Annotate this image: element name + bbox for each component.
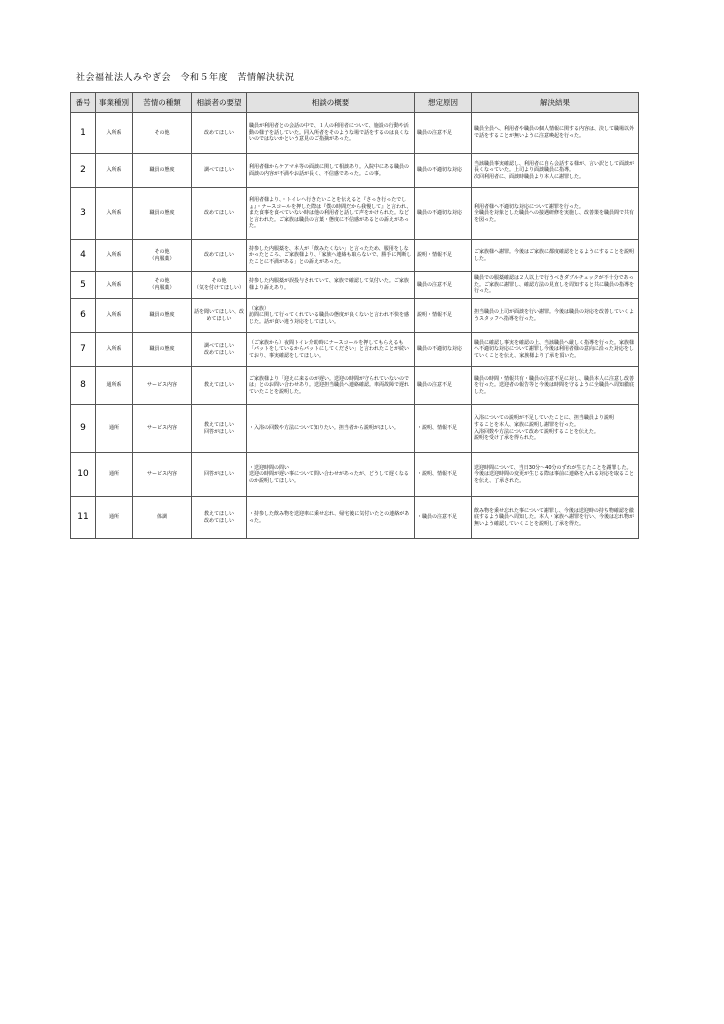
cell-result: 入浴についての説明が不足していたことに、担当職員より説明 することを本人、家族に説明し謝罪を行った。 入浴回数や方法について改めて説明することを伝えた。 説明を受け了承を得られた。 [472, 405, 639, 453]
cell-number: 8 [71, 367, 96, 405]
cell-result: 飲み物を乗せ忘れた事について謝罪し、今後は送迎時の持ち物確認を徹底するよう職員へ周知した。本人・家族へ謝罪を行い、今後は忘れ物が無いよう確認していくことを説明し了承を得た。 [472, 497, 639, 539]
cell-complaint-kind: その他 （内服薬） [133, 240, 192, 272]
cell-cause: 職員の注意不足 [415, 113, 472, 154]
cell-service-type: 入所系 [96, 333, 133, 367]
cell-service-type: 入所系 [96, 240, 133, 272]
cell-summary: 職員が利用者との会話の中で、１人の利用者について、施設の行動や活動の様子を話していた。同入所者をそのような場で話をするのは良くないのではないかという意見のご指摘があった。 [247, 113, 415, 154]
cell-cause: ・職員の注意不足 [415, 497, 472, 539]
cell-number: 4 [71, 240, 96, 272]
cell-number: 11 [71, 497, 96, 539]
cell-cause: 説明・情報不足 [415, 240, 472, 272]
cell-number: 3 [71, 188, 96, 240]
cell-summary: ・送迎時間の問い 送迎の時間が遅い事について問い合わせがあったが、どうして遅くなるのか説明してほしい。 [247, 453, 415, 497]
cell-complaint-kind: 職員の態度 [133, 333, 192, 367]
cell-cause: 職員の注意不足 [415, 272, 472, 299]
cell-service-type: 入所系 [96, 188, 133, 240]
cell-result: ご家族様へ謝罪。今後はご家族に都度確認をとるようにすることを説明した。 [472, 240, 639, 272]
cell-complaint-kind: サービス内容 [133, 453, 192, 497]
cell-complaint-kind: 職員の態度 [133, 188, 192, 240]
cell-summary: （ご家族から）夜間トイレ介助時にナースコールを押してもらえるも「パットをしているからパットにしてください」と言われたことが続いており、事実確認をしてほしい。 [247, 333, 415, 367]
cell-number: 1 [71, 113, 96, 154]
cell-result: 担当職員の上司が面談を行い謝罪。今後は職員の対応を改善していくようスタッフへ指導を行った。 [472, 299, 639, 333]
cell-number: 2 [71, 154, 96, 188]
table-row [71, 240, 639, 272]
cell-summary: ・持参した飲み物を送迎車に乗せ忘れ、帰宅後に気付いたとの連絡があった。 [247, 497, 415, 539]
cell-complaint-kind: 職員の態度 [133, 299, 192, 333]
table-row [71, 333, 639, 367]
cell-complaint-kind: その他 [133, 113, 192, 154]
cell-service-type: 通所 [96, 497, 133, 539]
cell-service-type: 入所系 [96, 113, 133, 154]
cell-summary: ・入浴の回数や方法について知りたい。担当者から説明がほしい。 [247, 405, 415, 453]
cell-cause: ・説明、情報不足 [415, 405, 472, 453]
cell-summary: ご家族様より「迎えに来るのが遅い。送迎の時間が守られていないのでは」とのお問い合わせあり。送迎担当職員へ連絡確認。車両故障で遅れていたことを説明した。 [247, 367, 415, 405]
cell-cause: 職員の不適切な対応 [415, 188, 472, 240]
cell-summary: 持参した内服薬が誤投与されていて、家族で確認して気付いた。ご家族様より訴えあり。 [247, 272, 415, 299]
header-complaint-kind: 苦情の種類 [133, 93, 192, 113]
cell-complaint-kind: 体調 [133, 497, 192, 539]
cell-number: 10 [71, 453, 96, 497]
cell-request: 話を聞いてほしい、改めてほしい [192, 299, 247, 333]
cell-service-type: 入所系 [96, 154, 133, 188]
cell-result: 職員全員へ、利用者や職員の個人情報に関する内容は、決して職場以外で話をすることが無いように注意喚起を行った。 [472, 113, 639, 154]
cell-request: 教えてほしい 回答がほしい [192, 405, 247, 453]
cell-request: 調べてほしい [192, 154, 247, 188]
cell-number: 5 [71, 272, 96, 299]
table-row [71, 367, 639, 405]
cell-service-type: 通所系 [96, 367, 133, 405]
cell-summary: 利用者様より、・トイレへ行きたいことを伝えると『さっき行ったでしょ』・ナースコールを押した際は『僕の時間だから我慢して』と言われ、また食事を食べていない時は他の利用者と話して声をかけられた。などと言われた。ご家族は職員の言葉・態度に不信感があるとの訴えがあった。 [247, 188, 415, 240]
cell-request: 回答がほしい [192, 453, 247, 497]
cell-request: 教えてほしい [192, 367, 247, 405]
cell-result: 職員の時間・情報共有・職員の注意不足に対し、職員本人に注意し改善を行った。送迎者の報告等と今後は時間を守るように全職員へ周知徹底した。 [472, 367, 639, 405]
table-row [71, 497, 639, 539]
cell-result: 利用者様へ不適切な対応について謝罪を行った。 全職員を対象とした職員への接遇研修を実施し、改善策を職員間で共有を図った。 [472, 188, 639, 240]
cell-summary: 利用者様からケアマネ等の面談に関して相談あり。入院中にある職員の面談の内容が不満やお話が長く、不信感であった。この事。 [247, 154, 415, 188]
complaints-table [70, 92, 639, 539]
table-body [71, 113, 639, 539]
cell-number: 9 [71, 405, 96, 453]
cell-request: 調べてほしい 改めてほしい [192, 333, 247, 367]
cell-result: 職員に確認し事実を確認の上、当該職員へ厳しく指導を行った。家族様へ不適切な対応について謝罪し今後は利用者様の意向に沿った対応をしていくことを伝え、家族様より了承を頂いた。 [472, 333, 639, 367]
cell-cause: 職員の注意不足 [415, 367, 472, 405]
header-cause: 想定原因 [415, 93, 472, 113]
document-title: 社会福祉法人みやぎ会 令和５年度 苦情解決状況 [76, 73, 295, 83]
cell-cause: 職員の不適切な対応 [415, 154, 472, 188]
header-summary: 相談の概要 [247, 93, 415, 113]
cell-request: 改めてほしい [192, 188, 247, 240]
table-row [71, 453, 639, 497]
cell-cause: ・説明、情報不足 [415, 453, 472, 497]
table-row [71, 299, 639, 333]
cell-complaint-kind: サービス内容 [133, 405, 192, 453]
cell-request: 教えてほしい 改めてほしい [192, 497, 247, 539]
cell-request: 改めてほしい [192, 240, 247, 272]
cell-complaint-kind: 職員の態度 [133, 154, 192, 188]
header-result: 解決結果 [472, 93, 639, 113]
header-request: 相談者の要望 [192, 93, 247, 113]
cell-cause: 説明・情報不足 [415, 299, 472, 333]
table-row [71, 188, 639, 240]
table-row [71, 272, 639, 299]
table-row [71, 405, 639, 453]
header-number: 番号 [71, 93, 96, 113]
cell-request: 改めてほしい [192, 113, 247, 154]
cell-service-type: 通所 [96, 405, 133, 453]
header-service-type: 事業種別 [96, 93, 133, 113]
cell-service-type: 入所系 [96, 272, 133, 299]
cell-complaint-kind: その他 （内服薬） [133, 272, 192, 299]
cell-service-type: 通所 [96, 453, 133, 497]
cell-summary: （家族） 訪問に関して行ってくれている職員の態度が良くないと言われ不快を感じた。話が食い違う対応をしてほしい。 [247, 299, 415, 333]
cell-request: その他 （気を付けてほしい） [192, 272, 247, 299]
table-header-row [71, 93, 639, 113]
cell-result: 送迎時間について、当日30分～40分のずれが生じたことを謝罪した。 今後は送迎時間の変更が生じる際は事前に連絡を入れる対応を取ることを伝え、了承された。 [472, 453, 639, 497]
cell-summary: 持参した内服薬を、本人が「飲みたくない」と言ったため、服用をしなかったところ、ご家族様より、「家族へ連絡も取らないで、勝手に判断したことに不満がある」との訴えがあった。 [247, 240, 415, 272]
table-row [71, 154, 639, 188]
cell-result: 職員での服薬確認は２人以上で行うべきダブルチェックが不十分であった。ご家族に謝罪し、確認方法の見直しを周知すると共に職員の指導を行った。 [472, 272, 639, 299]
table-row [71, 113, 639, 154]
cell-result: 当該職員事実確認し、利用者に自ら会話する様が、言い訳として面談が長くなっていた。上司より面談職員に指導。 次回利用者に、面談時職員より本人に謝罪した。 [472, 154, 639, 188]
cell-complaint-kind: サービス内容 [133, 367, 192, 405]
cell-number: 7 [71, 333, 96, 367]
cell-number: 6 [71, 299, 96, 333]
cell-service-type: 入所系 [96, 299, 133, 333]
cell-cause: 職員の不適切な対応 [415, 333, 472, 367]
